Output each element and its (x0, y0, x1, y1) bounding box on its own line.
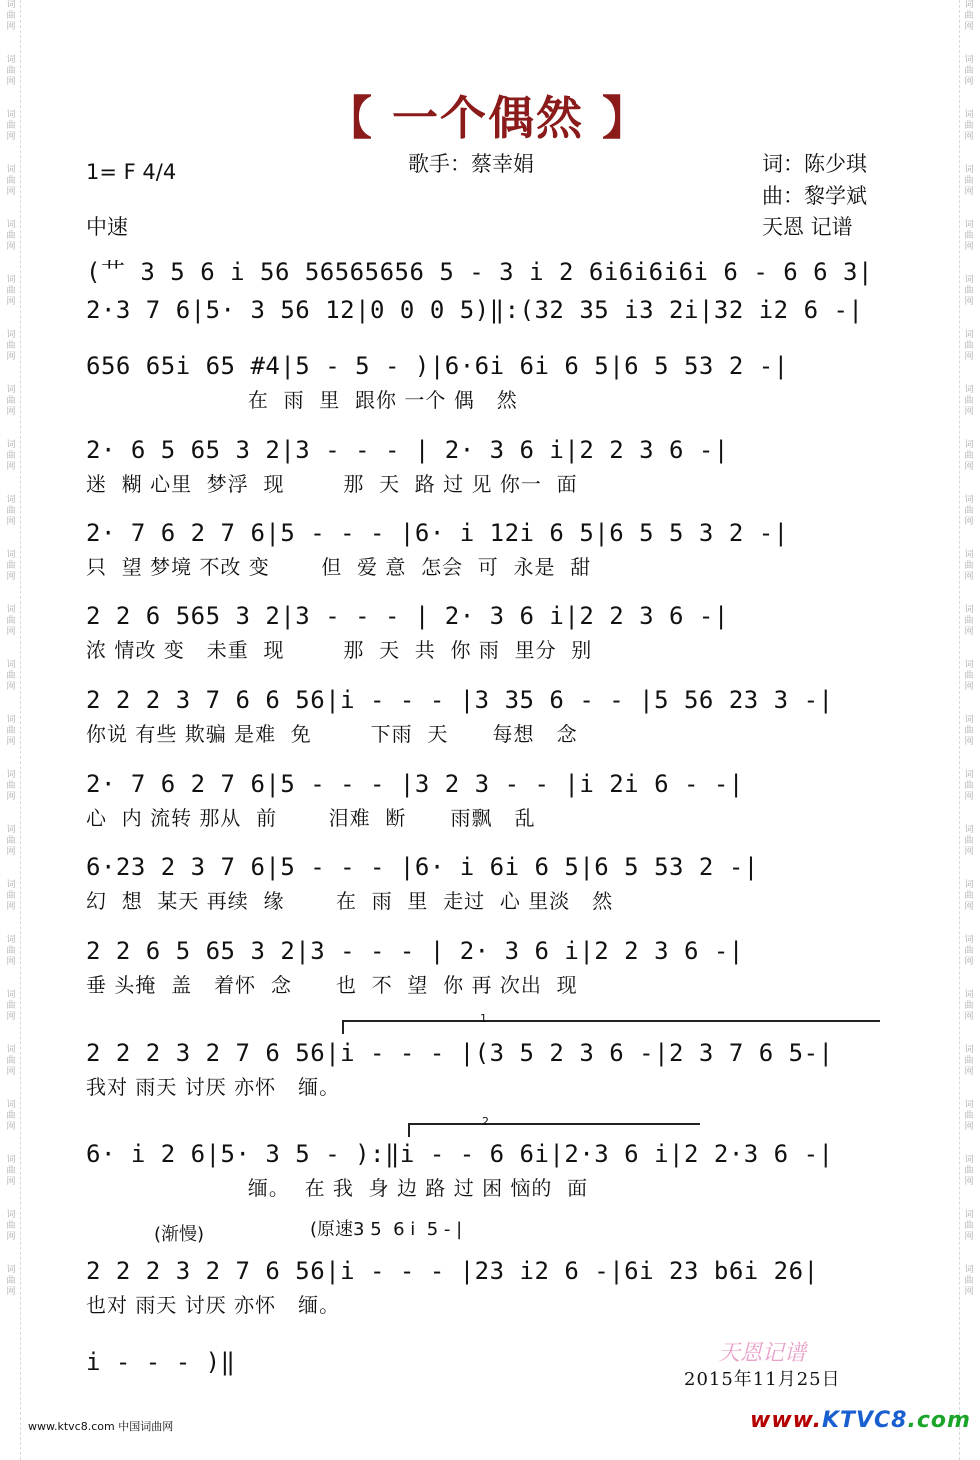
logo-part: www. (750, 1408, 822, 1433)
notation-line: 2·3 7 6|5· 3 56 12|0 0 0 5)‖:(32 35 i3 2i|32 i2 6 -| (86, 296, 864, 324)
notation-line: 2 2 6 5 65 3 2|3 - - - | 2· 3 6 i|2 2 3 6 -| (86, 937, 744, 965)
notation-line: 6· i 2 6|5· 3 5 - ):‖i - - 6 6i|2·3 6 i|2 2·3 6 -| (86, 1140, 834, 1168)
notation-line: 2 2 2 3 2 7 6 56|i - - - |23 i2 6 -|6i 23 b6i 26| (86, 1257, 819, 1285)
watermark-text: 词曲网 (964, 605, 974, 637)
notation-line: 2· 7 6 2 7 6|5 - - - |3 2 3 - - |i 2i 6 - -| (86, 770, 744, 798)
watermark-text: 词曲网 (964, 220, 974, 252)
watermark-text: 词曲网 (6, 55, 16, 87)
right-watermark-strip (959, 0, 978, 1460)
watermark-text: 词曲网 (6, 330, 16, 362)
lyrics-line: 只 望 梦境 不改 变 但 爱 意 怎会 可 永是 甜 (86, 555, 592, 579)
watermark-text: 词曲网 (6, 110, 16, 142)
watermark-text: 词曲网 (6, 385, 16, 417)
watermark-text: 词曲网 (964, 770, 974, 802)
watermark-text: 词曲网 (964, 0, 974, 32)
notation-line: (艹 3 5 6 i 56 56565656 5 - 3 i 2 6i6i6i6i 6 - 6 6 3| (86, 258, 873, 286)
ritardando-mark: (渐慢) (154, 1224, 205, 1245)
lyrics-line: 也对 雨天 讨厌 亦怀 缅。 (86, 1293, 341, 1317)
key-signature: 1= F 4/4 (86, 160, 177, 184)
watermark-text: 词曲网 (6, 990, 16, 1022)
watermark-text: 词曲网 (6, 1265, 16, 1297)
watermark-text: 词曲网 (964, 165, 974, 197)
tempo-label: 中速 (86, 215, 128, 239)
watermark-text: 词曲网 (6, 825, 16, 857)
watermark-text: 词曲网 (964, 385, 974, 417)
watermark-text: 词曲网 (964, 1100, 974, 1132)
watermark-text: 词曲网 (6, 1155, 16, 1187)
watermark-text: 词曲网 (964, 935, 974, 967)
a-tempo-mark: (原速3 5 6 i 5 - | (310, 1219, 463, 1240)
watermark-text: 词曲网 (6, 880, 16, 912)
second-ending-bracket (408, 1115, 700, 1137)
lyrics-line: 你说 有些 欺骗 是难 免 下雨 天 每想 念 (86, 722, 578, 746)
watermark-text: 词曲网 (6, 550, 16, 582)
lyrics-line: 在 雨 里 跟你 一个 偶 然 (86, 388, 518, 412)
notation-line: i - - - )‖ (86, 1348, 236, 1376)
ending-number: 2 (482, 1115, 489, 1128)
notation-line: 2· 6 5 65 3 2|3 - - - | 2· 3 6 i|2 2 3 6 -| (86, 436, 729, 464)
singer-label: 歌手：蔡幸娟 (408, 152, 534, 176)
watermark-text: 词曲网 (6, 660, 16, 692)
watermark-text: 词曲网 (6, 220, 16, 252)
composer-label: 曲：黎学斌 (762, 184, 867, 208)
watermark-text: 词曲网 (964, 275, 974, 307)
watermark-text: 词曲网 (6, 1100, 16, 1132)
watermark-text: 词曲网 (964, 1210, 974, 1242)
watermark-text: 词曲网 (964, 990, 974, 1022)
watermark-text: 词曲网 (6, 275, 16, 307)
watermark-text: 词曲网 (6, 165, 16, 197)
notation-line: 656 65i 65 #4|5 - 5 - )|6·6i 6i 6 5|6 5 53 2 -| (86, 352, 789, 380)
lyrics-line: 心 内 流转 那从 前 泪难 断 雨飘 乱 (86, 806, 536, 830)
watermark-text: 词曲网 (964, 440, 974, 472)
lyrics-line: 我对 雨天 讨厌 亦怀 缅。 (86, 1075, 341, 1099)
ending-number: 1 (480, 1012, 487, 1025)
transcriber-label: 天恩 记谱 (762, 215, 853, 239)
watermark-text: 词曲网 (6, 0, 16, 32)
watermark-text: 词曲网 (6, 440, 16, 472)
watermark-text: 词曲网 (6, 605, 16, 637)
watermark-text: 词曲网 (964, 1045, 974, 1077)
notation-line: 2 2 2 3 2 7 6 56|i - - - |(3 5 2 3 6 -|2 3 7 6 5-| (86, 1039, 834, 1067)
watermark-text: 词曲网 (6, 715, 16, 747)
transcriber-stamp: 天恩记谱 (718, 1341, 807, 1366)
lyrics-line: 迷 糊 心里 梦浮 现 那 天 路 过 见 你一 面 (86, 472, 578, 496)
logo-part: .com (907, 1408, 971, 1433)
transcription-date: 2015年11月25日 (684, 1369, 841, 1390)
notation-line: 6·23 2 3 7 6|5 - - - |6· i 6i 6 5|6 5 53 2 -| (86, 853, 759, 881)
notation-line: 2 2 2 3 7 6 6 56|i - - - |3 35 6 - - |5 56 23 3 -| (86, 686, 834, 714)
lyrics-line: 幻 想 某天 再续 缘 在 雨 里 走过 心 里淡 然 (86, 889, 614, 913)
lyrics-line: 垂 头掩 盖 着怀 念 也 不 望 你 再 次出 现 (86, 973, 578, 997)
watermark-text: 词曲网 (964, 1265, 974, 1297)
footer-site-text: www.ktvc8.com 中国词曲网 (28, 1420, 174, 1433)
watermark-text: 词曲网 (964, 110, 974, 142)
watermark-text: 词曲网 (964, 715, 974, 747)
watermark-text: 词曲网 (964, 330, 974, 362)
watermark-text: 词曲网 (6, 1210, 16, 1242)
watermark-text: 词曲网 (964, 1155, 974, 1187)
first-ending-bracket (342, 1012, 880, 1034)
watermark-text: 词曲网 (964, 880, 974, 912)
notation-line: 2· 7 6 2 7 6|5 - - - |6· i 12i 6 5|6 5 5 3 2 -| (86, 519, 789, 547)
watermark-text: 词曲网 (6, 935, 16, 967)
watermark-text: 词曲网 (964, 55, 974, 87)
watermark-text: 词曲网 (964, 660, 974, 692)
watermark-text: 词曲网 (964, 550, 974, 582)
song-title: 【 一个偶然 】 (326, 91, 651, 145)
left-watermark-strip (2, 0, 21, 1460)
logo-part: KTVC8 (821, 1408, 908, 1433)
notation-line: 2 2 6 565 3 2|3 - - - | 2· 3 6 i|2 2 3 6 -| (86, 602, 729, 630)
footer-site-logo[interactable] (750, 1408, 971, 1433)
watermark-text: 词曲网 (964, 495, 974, 527)
lyrics-line: 缅。 在 我 身 边 路 过 困 恼的 面 (86, 1176, 589, 1200)
watermark-text: 词曲网 (6, 1045, 16, 1077)
watermark-text: 词曲网 (6, 495, 16, 527)
lyricist-label: 词：陈少琪 (762, 152, 867, 176)
watermark-text: 词曲网 (6, 770, 16, 802)
watermark-text: 词曲网 (964, 825, 974, 857)
lyrics-line: 浓 情改 变 未重 现 那 天 共 你 雨 里分 别 (86, 638, 593, 662)
